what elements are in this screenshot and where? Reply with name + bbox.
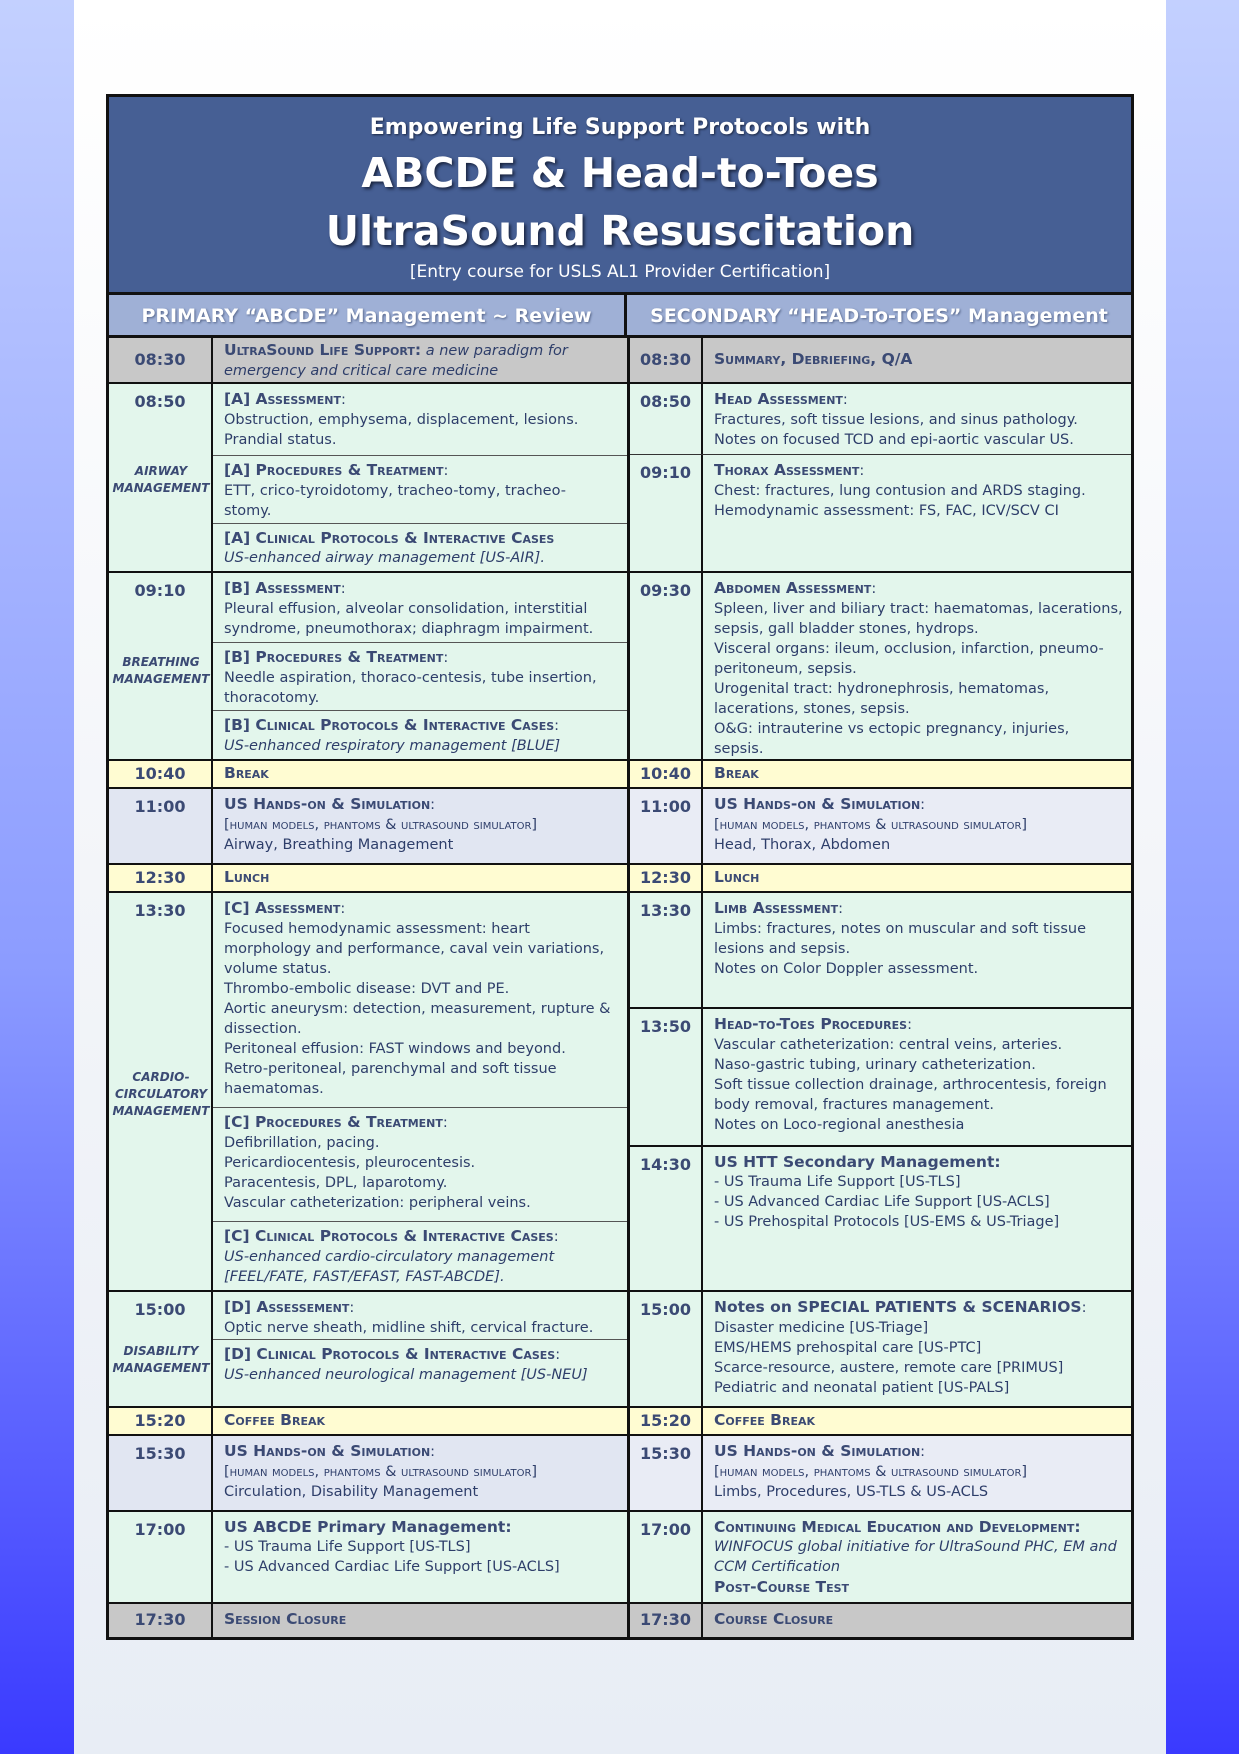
left-primary-management: US ABCDE Primary Management: - US Trauma Life Support [US-TLS] - US Advanced Cardiac Life Support [US-ACLS] (213, 1512, 627, 1602)
thorax-assessment: Thorax Assessment: Chest: fractures, lung contusion and ARDS staging. Hemodynamic assessment: FS, FAC, ICV/SCV CI (703, 455, 1131, 571)
breathing-procedures: [B] Procedures & Treatment: Needle aspiration, thoraco-centesis, tube insertion, thoracotomy. (213, 642, 627, 710)
time-0910-right: 09:10 (630, 455, 703, 571)
time-1330-left: 13:30 (109, 893, 213, 1290)
time-1500-left: 15:00 (109, 1292, 213, 1406)
htt-secondary-management: US HTT Secondary Management: - US Trauma Life Support [US-TLS] - US Advanced Cardiac Life Support [US-ACLS] - US Prehospital Protocols [US-EMS & US-Triage] (703, 1147, 1131, 1290)
left-0830-intro (213, 338, 627, 382)
airway-assessment: [A] Assessment: Obstruction, emphysema, displacement, lesions. Prandial status. (213, 384, 627, 455)
time-1730-right: 17:30 (630, 1604, 703, 1637)
row-divider (109, 1434, 1131, 1436)
sub-divider (630, 1007, 1131, 1009)
intro-italic-2: emergency and critical care medicine (224, 363, 499, 379)
airway-procedures: [A] Procedures & Treatment: ETT, crico-tyroidotomy, tracheo-tomy, tracheo- stomy. (213, 455, 627, 523)
right-summary: Summary, Debriefing, Q/A (703, 338, 1131, 382)
right-handson-1530: US Hands-on & Simulation: [human models, phantoms & ultrasound simulator] Limbs, Procedures, US-TLS & US-ACLS (703, 1436, 1131, 1510)
header-note: [Entry course for USLS AL1 Provider Certification] (409, 262, 831, 282)
sub-divider (213, 1107, 627, 1108)
header-banner (109, 97, 1131, 295)
left-break: Break (213, 761, 627, 787)
sub-divider (630, 1145, 1131, 1147)
right-coffee-break: Coffee Break (703, 1408, 1131, 1434)
intro-title: UltraSound Life Support: (224, 341, 422, 359)
page (74, 0, 1166, 1754)
group-disability: DISABILITY MANAGEMENT (112, 1344, 210, 1375)
time-0930-right: 09:30 (630, 573, 703, 759)
group-cardio: CARDIO- CIRCULATORY MANAGEMENT (112, 1070, 210, 1118)
htt-procedures: Head-to-Toes Procedures: Vascular catheterization: central veins, arteries. Naso-gastric tubing, urinary catheterization. Soft tissue collection drainage, arthrocentesis, foreign body removal, fractures management. Notes on Loco-regional anesthesia (703, 1009, 1131, 1145)
intro-italic-1: a new paradigm for (421, 343, 568, 359)
breathing-assessment: [B] Assessment: Pleural effusion, alveolar consolidation, interstitial syndrome, pneumothorax; diaphragm impairment. (213, 573, 627, 642)
row-divider (109, 891, 1131, 893)
disability-clinical: [D] Clinical Protocols & Interactive Cases: US-enhanced neurological management [US-NEU] (213, 1339, 627, 1406)
cardio-procedures: [C] Procedures & Treatment: Defibrillation, pacing. Pericardiocentesis, pleurocentesis. Paracentesis, DPL, laparotomy. Vascular catheterization: peripheral veins. (213, 1107, 627, 1221)
sub-divider (213, 1339, 627, 1340)
right-break: Break (703, 761, 1131, 787)
sub-divider (213, 710, 627, 711)
time-1430-right: 14:30 (630, 1147, 703, 1290)
left-session-closure: Session Closure (213, 1604, 627, 1637)
time-1530-left: 15:30 (109, 1436, 213, 1510)
right-cme: Continuing Medical Education and Development: WINFOCUS global initiative for UltraSound PHC, EM and CCM Certification Post-Course Test (703, 1512, 1131, 1602)
cardio-clinical: [C] Clinical Protocols & Interactive Cases: US-enhanced cardio-circulatory management [FEEL/FATE, FAST/EFAST, FAST-ABCDE]. (213, 1221, 627, 1290)
disability-assessment: [D] Assessement: Optic nerve sheath, midline shift, cervical fracture. (213, 1292, 627, 1339)
header-title-line1: ABCDE & Head-to-Toes (361, 149, 879, 197)
center-divider (627, 338, 630, 1637)
sub-divider (213, 642, 627, 643)
time-1700-right: 17:00 (630, 1512, 703, 1602)
left-column-header: PRIMARY “ABCDE” Management ~ Review (109, 295, 627, 338)
group-airway: AIRWAY MANAGEMENT (112, 464, 210, 495)
time-1230-right: 12:30 (630, 865, 703, 891)
header-title-line2: UltraSound Resuscitation (325, 207, 915, 255)
header-subtitle: Empowering Life Support Protocols with (369, 115, 871, 140)
row-divider (109, 787, 1131, 789)
left-lunch: Lunch (213, 865, 627, 891)
time-1040-right: 10:40 (630, 761, 703, 787)
time-1530-right: 15:30 (630, 1436, 703, 1510)
row-divider (109, 863, 1131, 865)
right-course-closure: Course Closure (703, 1604, 1131, 1637)
time-1330-right: 13:30 (630, 893, 703, 1007)
sub-divider (213, 1221, 627, 1222)
airway-clinical: [A] Clinical Protocols & Interactive Cases US-enhanced airway management [US-AIR]. (213, 523, 627, 571)
row-divider (109, 1406, 1131, 1408)
abdomen-assessment: Abdomen Assessment: Spleen, liver and biliary tract: haematomas, lacerations, sepsis, gall bladder stones, hydrops. Visceral organs: ileum, occlusion, infarction, pneumo- peritoneum, sepsis. Urogenital tract: hydronephrosis, hematomas, lacerations, stones, sepsis. O&G: intrauterine vs ectopic pregnancy, injuries, sepsis. (703, 573, 1131, 759)
group-breathing: BREATHING MANAGEMENT (112, 655, 210, 686)
sub-divider (213, 455, 627, 456)
program-table (106, 94, 1134, 1640)
row-divider (109, 1602, 1131, 1604)
time-1350-right: 13:50 (630, 1009, 703, 1145)
time-1500-right: 15:00 (630, 1292, 703, 1406)
time-0850-left: 08:50 (109, 384, 213, 571)
left-handson-1100: US Hands-on & Simulation: [human models, phantoms & ultrasound simulator] Airway, Breathing Management (213, 789, 627, 863)
right-column-header: SECONDARY “HEAD-To-TOES” Management (627, 295, 1131, 338)
right-handson-1100: US Hands-on & Simulation: [human models, phantoms & ultrasound simulator] Head, Thorax, Abdomen (703, 789, 1131, 863)
time-1700-left: 17:00 (109, 1512, 213, 1602)
limb-assessment: Limb Assessment: Limbs: fractures, notes on muscular and soft tissue lesions and sepsis. Notes on Color Doppler assessment. (703, 893, 1131, 1007)
sub-divider (630, 454, 1131, 455)
special-patients: Notes on SPECIAL PATIENTS & SCENARIOS: Disaster medicine [US-Triage] EMS/HEMS prehospital care [US-PTC] Scarce-resource, austere, remote care [PRIMUS] Pediatric and neonatal patient [US-PALS] (703, 1292, 1131, 1406)
left-coffee-break: Coffee Break (213, 1408, 627, 1434)
row-divider (109, 571, 1131, 573)
row-divider (109, 759, 1131, 761)
breathing-clinical: [B] Clinical Protocols & Interactive Cases: US-enhanced respiratory management [BLUE] (213, 710, 627, 759)
head-assessment: Head Assessment: Fractures, soft tissue lesions, and sinus pathology. Notes on focused TCD and epi-aortic vascular US. (703, 384, 1131, 455)
time-1040-left: 10:40 (109, 761, 213, 787)
time-0830-left: 08:30 (109, 338, 213, 382)
time-0910-left: 09:10 (109, 573, 213, 759)
right-lunch: Lunch (703, 865, 1131, 891)
time-1230-left: 12:30 (109, 865, 213, 891)
time-0830-right: 08:30 (630, 338, 703, 382)
time-1100-left: 11:00 (109, 789, 213, 863)
time-1520-right: 15:20 (630, 1408, 703, 1434)
left-handson-1530: US Hands-on & Simulation: [human models, phantoms & ultrasound simulator] Circulation, Disability Management (213, 1436, 627, 1510)
row-divider (109, 382, 1131, 384)
row-divider (109, 1510, 1131, 1512)
row-divider (109, 1290, 1131, 1292)
sub-divider (213, 523, 627, 524)
time-0850-right: 08:50 (630, 384, 703, 455)
time-1730-left: 17:30 (109, 1604, 213, 1637)
time-1520-left: 15:20 (109, 1408, 213, 1434)
cardio-assessment: [C] Assessment: Focused hemodynamic assessment: heart morphology and performance, caval vein variations, volume status. Thrombo-embolic disease: DVT and PE. Aortic aneurysm: detection, measurement, rupture & dissection. Peritoneal effusion: FAST windows and beyond. Retro-peritoneal, parenchymal and soft tissue haematomas. (213, 893, 627, 1107)
time-1100-right: 11:00 (630, 789, 703, 863)
